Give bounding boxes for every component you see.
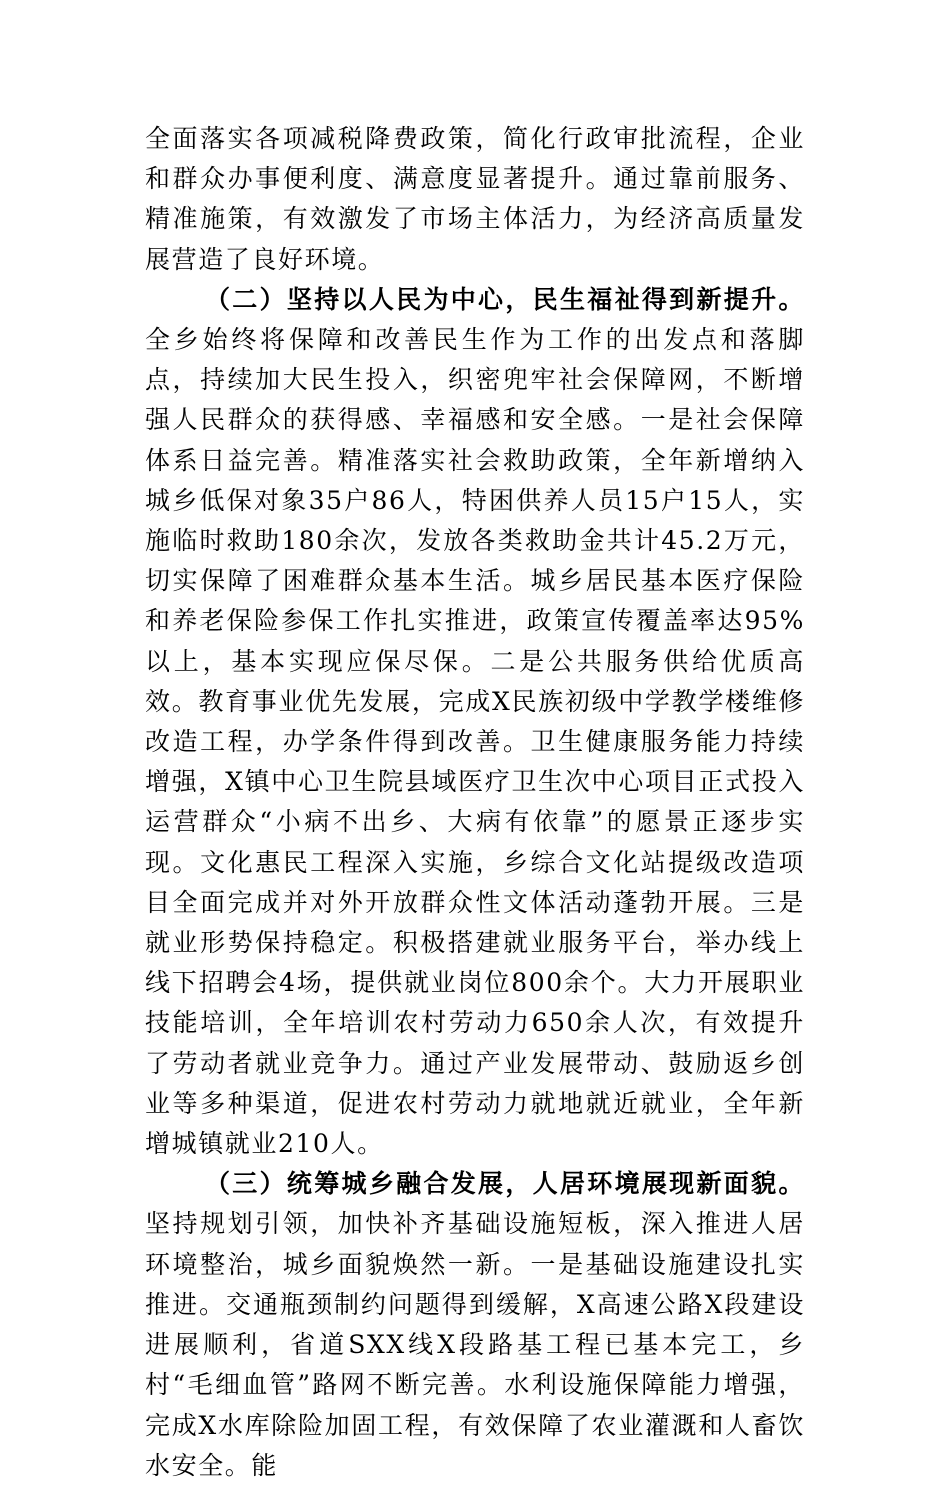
section-heading-three: （三）统筹城乡融合发展，人居环境展现新面貌。 <box>205 1169 805 1199</box>
paragraph-text: 全乡始终将保障和改善民生作为工作的出发点和落脚点，持续加大民生投入，织密兜牢社会保障网，不断增强人民群众的获得感、幸福感和安全感。一是社会保障体系日益完善。精准落实社会救助政策，全年新增纳入城乡低保对象35户86人，特困供养人员15户15人，实施临时救助180余次，发放各类救助金共计45.2万元，切实保障了困难群众基本生活。城乡居民基本医疗保险和养老保险参保工作扎实推进，政策宣传覆盖率达95%以上，基本实现应保尽保。二是公共服务供给优质高效。教育事业优先发展，完成X民族初级中学教学楼维修改造工程，办学条件得到改善。卫生健康服务能力持续增强，X镇中心卫生院县域医疗卫生次中心项目正式投入运营群众“小病不出乡、大病有依靠”的愿景正逐步实现。文化惠民工程深入实施，乡综合文化站提级改造项目全面完成并对外开放群众性文体活动蓬勃开展。三是就业形势保持稳定。积极搭建就业服务平台，举办线上线下招聘会4场，提供就业岗位800余个。大力开展职业技能培训，全年培训农村劳动力650余人次，有效提升了劳动者就业竞争力。通过产业发展带动、鼓励返乡创业等多种渠道，促进农村劳动力就地就近就业，全年新增城镇就业210人。 <box>145 325 805 1159</box>
section-heading-two: （二）坚持以人民为中心，民生福祉得到新提升。 <box>205 284 805 314</box>
paragraph-text: 坚持规划引领，加快补齐基础设施短板，深入推进人居环境整治，城乡面貌焕然一新。一是基础设施建设扎实推进。交通瓶颈制约问题得到缓解，X高速公路X段建设进展顺利，省道SXX线X段路基工程已基本完工，乡村“毛细血管”路网不断完善。水利设施保障能力增强，完成X水库除险加固工程，有效保障了农业灌溉和人畜饮水安全。能 <box>145 1209 805 1480</box>
paragraph-text: 全面落实各项减税降费政策，简化行政审批流程，企业和群众办事便利度、满意度显著提升。通过靠前服务、精准施策，有效激发了市场主体活力，为经济高质量发展营造了良好环境。 <box>145 124 805 274</box>
paragraph-people-livelihood <box>145 280 805 1164</box>
paragraph-continuation <box>145 119 805 280</box>
paragraph-urban-rural <box>145 1164 805 1486</box>
document-page <box>145 119 805 1486</box>
